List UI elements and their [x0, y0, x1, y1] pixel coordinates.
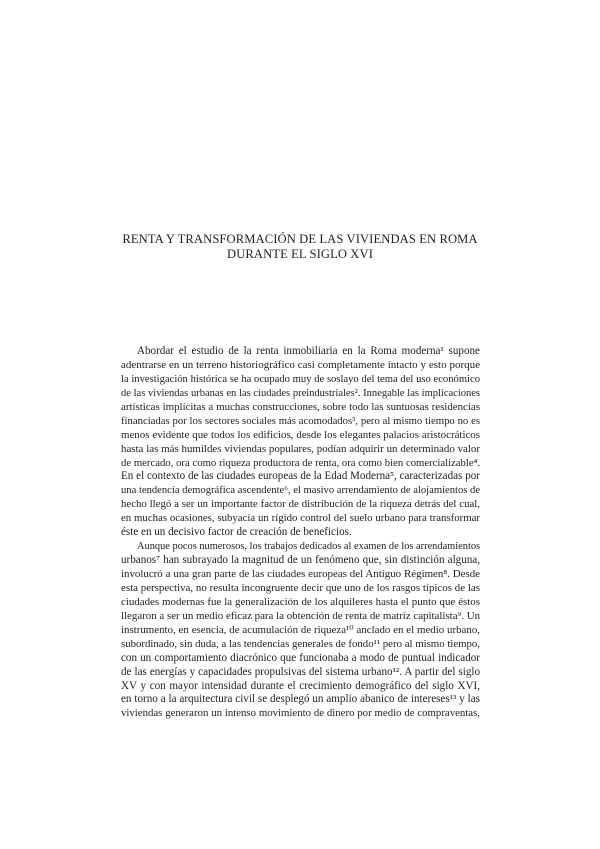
text-line: hasta las más humildes viviendas populares, podían adquirir un determinado valor	[121, 442, 480, 455]
text-line: de las viviendas urbanas en las ciudades preindustriales². Innegable las implicaciones	[121, 387, 480, 399]
text-line: financiadas por los sectores sociales más acomodados³, pero al mismo tiempo no es	[121, 414, 480, 427]
text-line: viviendas generaron un intenso movimiento de dinero por medio de compraventas,	[121, 707, 480, 720]
text-line: subordinado, sin duda, a las tendencias generales de fondo¹¹ pero al mismo tiempo,	[121, 637, 480, 650]
text-line: XV y con mayor intensidad durante el crecimiento demográfico del siglo XVI,	[121, 679, 480, 692]
text-line: hecho llegó a ser un importante factor de distribución de la riqueza detrás del cual,	[121, 498, 480, 511]
text-line: Abordar el estudio de la renta inmobiliaria en la Roma moderna¹ supone	[137, 345, 480, 357]
chapter-title	[100, 232, 500, 262]
text-line: artísticas implícitas a muchas construcciones, sobre todo las suntuosas residencias	[121, 400, 480, 413]
text-line: de las energías y capacidades propulsivas del sistema urbano¹². A partir del siglo	[121, 665, 480, 678]
text-line: adentrarse en un terreno historiográfico casi completamente intacto y esto porque	[121, 358, 480, 371]
text-line: menos evidente que todos los edificios, desde los elegantes palacios aristocráticos	[121, 428, 480, 441]
chapter-title-line-2: DURANTE EL SIGLO XVI	[227, 247, 373, 261]
text-line: llegaron a ser un medio eficaz para la obtención de renta de matriz capitalista⁹. Un	[121, 609, 480, 622]
text-line: En el contexto de las ciudades europeas de la Edad Moderna⁵, caracterizadas por	[121, 470, 480, 483]
text-line: éste en un decisivo factor de creación de beneficios.	[121, 526, 352, 539]
text-line: en torno a la arquitectura civil se desplegó un amplio abanico de intereses¹³ y las	[121, 693, 480, 706]
text-line: esta perspectiva, no resulta incongruente decir que uno de los rasgos típicos de las	[121, 581, 480, 594]
chapter-title-line-1: RENTA Y TRANSFORMACIÓN DE LAS VIVIENDAS EN ROMA	[122, 232, 478, 246]
text-line: urbanos⁷ han subrayado la magnitud de un fenómeno que, sin distinción alguna,	[121, 554, 480, 567]
body-text	[121, 345, 480, 721]
text-line: la investigación histórica se ha ocupado muy de soslayo del tema del uso económico	[121, 373, 480, 385]
text-line: ciudades modernas fue la generalización de los alquileres hasta el punto que éstos	[121, 595, 480, 608]
text-line: involucró a una gran parte de las ciudades europeas del Antiguo Régimen⁸. Desde	[121, 568, 480, 580]
text-line: de mercado, ora como riqueza productora de renta, ora como bien comercializable⁴.	[121, 456, 480, 469]
text-line: en muchas ocasiones, subyacía un rígido control del suelo urbano para transformar	[121, 512, 480, 525]
text-line: instrumento, en esencia, de acumulación de riqueza¹⁰ anclado en el medio urbano,	[121, 623, 480, 636]
paragraph-2	[121, 540, 480, 721]
text-line: una tendencia demográfica ascendente⁶, el masivo arrendamiento de alojamientos de	[121, 485, 480, 497]
text-line: Aunque pocos numerosos, los trabajos dedicados al examen de los arrendamientos	[137, 541, 480, 553]
text-line: con un comportamiento diacrónico que funcionaba a modo de puntual indicador	[121, 651, 480, 664]
paragraph-1	[121, 345, 480, 540]
